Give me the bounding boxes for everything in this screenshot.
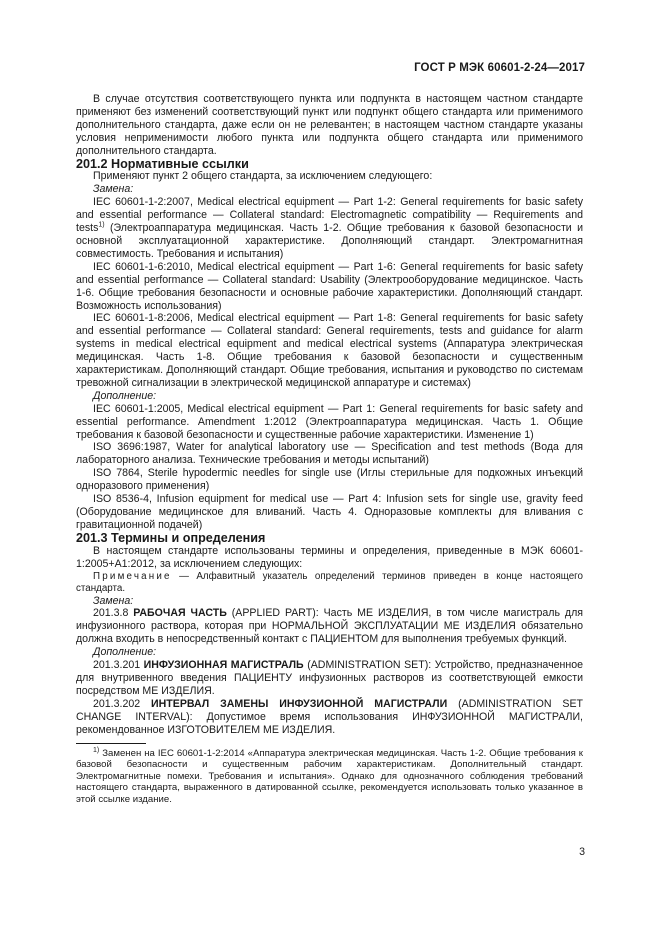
replace-label: Замена: [93, 594, 134, 607]
reference-item: IEC 60601-1-8:2006, Medical electrical equipment — Part 1-8: General requirements for basic safety and essential performance — Collateral standard: General requirements, tests and guidance for alarm systems in medical electrical equipment and medical electrical systems (Аппаратура электрическая медицинская. Часть 1-8. Общие требования к базовой безопасности и существенным характеристикам. Дополняющий стандарт. Общие требования, испытания и руководство по системам тревожной сигнализации в электрической медицинской аппаратуре и системах) [76, 312, 583, 389]
term-definition: 201.3.8 РАБОЧАЯ ЧАСТЬ (APPLIED PART): Часть МЕ ИЗДЕЛИЯ, в том числе магистраль для инфузионного раствора, которая при НОРМАЛЬНОЙ ЭКСПЛУАТАЦИИ МЕ ИЗДЕЛИЯ обязательно должна входить в непосредственный контакт с ПАЦИЕНТОМ для выполнения требуемых функций. [76, 607, 583, 646]
section-lead: Применяют пункт 2 общего стандарта, за исключением следующего: [93, 170, 433, 183]
footnote: $^{1)}$ Заменен на IEC 60601-1-2:2014 «Аппаратура электрическая медицинская. Часть 1-2. Общие требования к базовой безопасности и существенным рабочим характеристикам. Дополнительный стандарт. Электромагнитные помехи. Требования и испытания». Однако для однозначного соблюдения требований настоящего стандарта, выраженного в датированной ссылке, рекомендуется использовать только указанное в этой ссылке издание. [76, 746, 583, 805]
addition-label: Дополнение: [93, 389, 157, 402]
reference-item: IEC 60601-1-6:2010, Medical electrical equipment — Part 1-6: General requirements for basic safety and essential performance — Collateral standard: Usability (Электрооборудование медицинское. Часть 1-6. Общие требования безопасности и основные рабочие характеристики. Дополняющий стандарт. Возможность использования) [76, 260, 583, 312]
term-definition: 201.3.202 ИНТЕРВАЛ ЗАМЕНЫ ИНФУЗИОННОЙ МАГИСТРАЛИ (ADMINISTRATION SET CHANGE INTERVAL): Допустимое время использования ИНФУЗИОННОЙ МАГИСТРАЛИ, рекомендованное ИЗГОТОВИТЕЛЕМ МЕ ИЗДЕЛИЯ. [76, 697, 583, 736]
intro-paragraph: В случае отсутствия соответствующего пункта или подпункта в настоящем частном стандарте применяют без изменений соответствующий пункт или подпункт общего стандарта или применимого дополнительного стандарта, даже если он не релевантен; в настоящем частном стандарте указаны условия неприменимости любого пункта или подпункта общего стандарта или применимого дополнительного стандарта. [76, 93, 583, 157]
addition-label: Дополнение: [93, 646, 157, 659]
reference-item: ISO 3696:1987, Water for analytical laboratory use — Specification and test methods (Вода для лабораторного анализа. Технические требования и методы испытаний) [76, 441, 583, 467]
replace-label: Замена: [93, 183, 134, 196]
reference-item: IEC 60601-1:2005, Medical electrical equipment — Part 1: General requirements for basic safety and essential performance. Amendment 1:2012 (Электроаппаратура медицинская. Часть 1. Общие требования к базовой безопасности и существенные рабочие характеристики. Изменение 1) [76, 402, 583, 441]
section-lead: В настоящем стандарте использованы термины и определения, приведенные в МЭК 60601-1:2005+А1:2012, за исключением следующих: [76, 544, 583, 570]
term-definition: 201.3.201 ИНФУЗИОННАЯ МАГИСТРАЛЬ (ADMINISTRATION SET): Устройство, предназначенное для внутривенного введения ПАЦИЕНТУ инфузионных растворов из соответствующей емкости посредством МЕ ИЗДЕЛИЯ. [76, 659, 583, 697]
standard-header: ГОСТ Р МЭК 60601-2-24—2017 [414, 62, 585, 74]
reference-item: IEC 60601-1-2:2007, Medical electrical equipment — Part 1-2: General requirements for basic safety and essential performance — Collateral standard: Electromagnetic compatibility — Requirements and tests$^{1)}$ (Электроаппаратура медицинская. Часть 1-2. Общие требования к базовой безопасности и основной эксплуатационной характеристике. Дополняющий стандарт. Электромагнитная совместимость. Требования и испытания) [76, 196, 583, 260]
section-title-terms: 201.3 Термины и определения [76, 530, 266, 545]
page-number: 3 [579, 846, 585, 858]
footnote-divider [76, 743, 146, 744]
reference-item: ISO 7864, Sterile hypodermic needles for single use (Иглы стерильные для подкожных инъекций одноразового применения) [76, 467, 583, 493]
section-title-normative-refs: 201.2 Нормативные ссылки [76, 156, 249, 171]
page-content [76, 93, 583, 805]
reference-item: ISO 8536-4, Infusion equipment for medical use — Part 4: Infusion sets for single use, gravity feed (Оборудование медицинское для вливаний. Часть 4. Одноразовые комплекты для вливания с гравитационной подачей) [76, 493, 583, 531]
note: Примечание — Алфавитный указатель определений терминов приведен в конце настоящего стандарта. [76, 570, 583, 594]
